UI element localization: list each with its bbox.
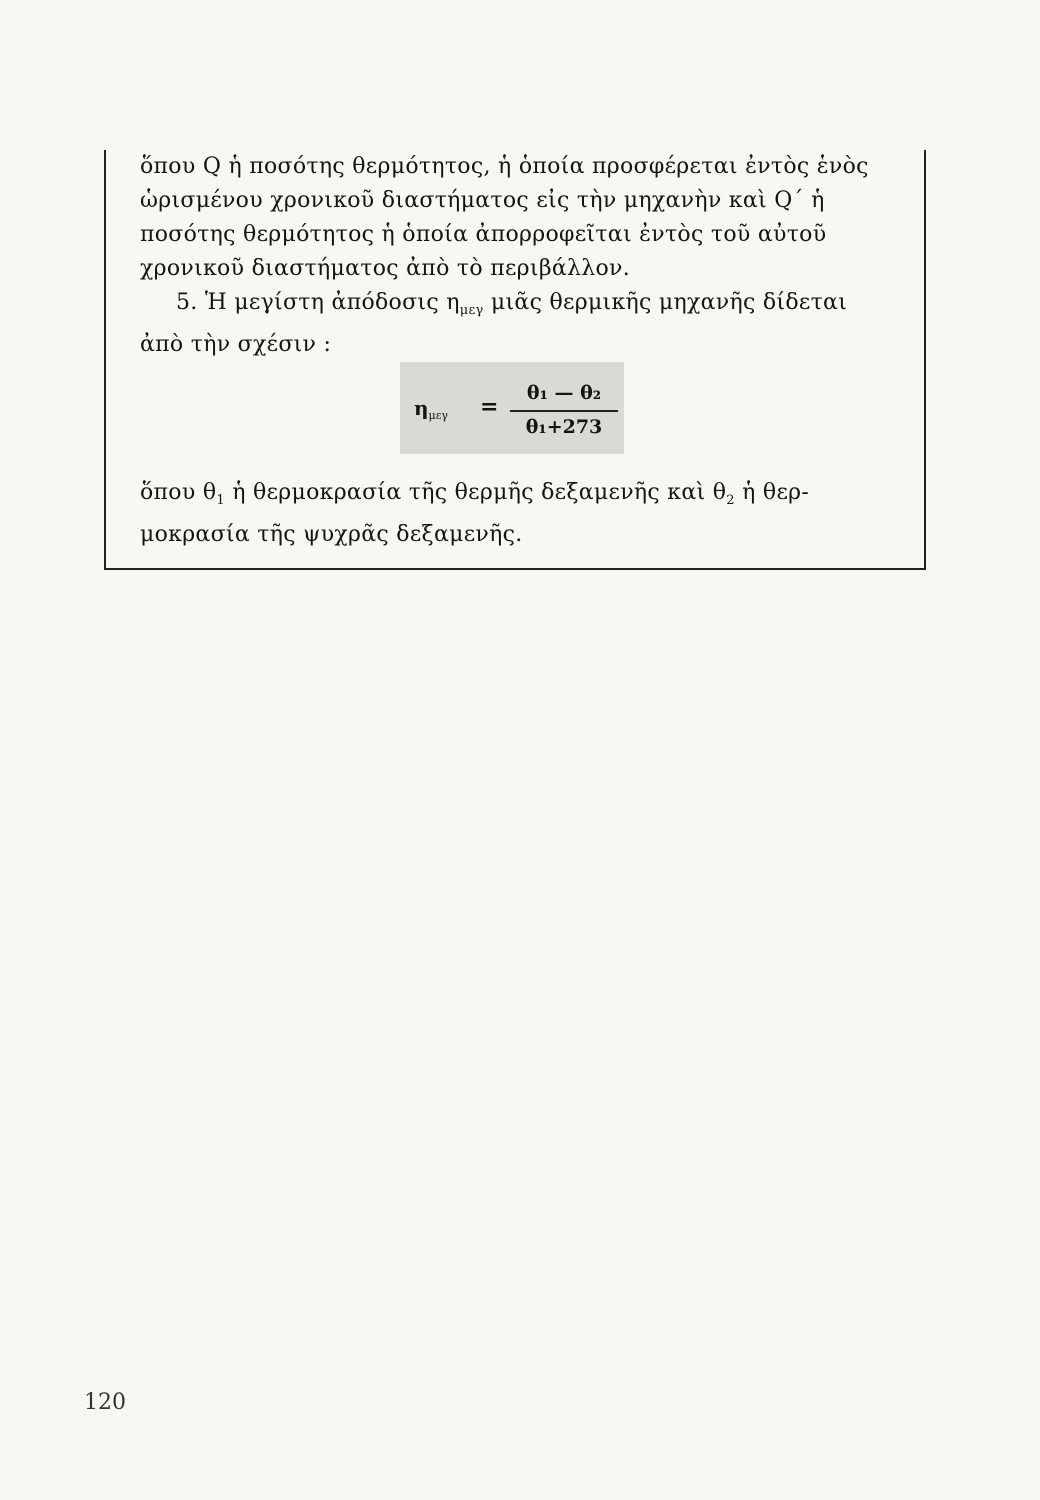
fraction-bar xyxy=(510,410,618,412)
paragraph3-line-1-content xyxy=(140,476,908,518)
formula-lhs-subscript: μεγ xyxy=(428,409,448,422)
formula-lhs xyxy=(414,396,448,422)
formula-image xyxy=(400,362,624,454)
paragraph-temperatures xyxy=(140,476,908,552)
efficiency-formula xyxy=(400,362,624,454)
paragraph2-line-2: ἀπὸ τὴν σχέσιν : xyxy=(140,332,332,357)
paragraph1-line-4 xyxy=(140,252,908,286)
paragraph2-line-1 xyxy=(140,286,908,328)
text-line: χρονικοῦ διαστήματος ἀπὸ τὸ περιβάλλον. xyxy=(140,256,631,281)
page-number: 120 xyxy=(84,1390,126,1415)
text-group xyxy=(140,476,809,518)
subscript: 2 xyxy=(726,493,735,508)
text-line: ὡρισμένου χρονικοῦ διαστήματος εἰς τὴν μηχανὴν καὶ Q΄ ἡ xyxy=(140,188,825,213)
paragraph1-line-2 xyxy=(140,184,908,218)
subscript: 1 xyxy=(216,493,225,508)
text-segment: μιᾶς θερμικῆς μηχανῆς δίδεται xyxy=(483,290,848,315)
text-line: ποσότης θερμότητος ἡ ὁποία ἀπορροφεῖται ἐντὸς τοῦ αὐτοῦ xyxy=(140,222,827,247)
text-segment: 5. Ἡ μεγίστη ἀπόδοσις η xyxy=(176,290,460,315)
paragraph3-line-1 xyxy=(140,476,908,518)
paragraph1-line-1 xyxy=(140,150,908,184)
paragraph-definition xyxy=(140,150,908,286)
text-segment: ἡ θερμοκρασία τῆς θερμῆς δεξαμενῆς καὶ θ xyxy=(224,480,727,505)
formula-eta: η xyxy=(414,396,429,420)
text-segment: ὅπου θ xyxy=(140,480,217,505)
formula-denominator: θ₁+273 xyxy=(525,416,603,438)
boxed-section xyxy=(104,150,926,570)
paragraph3-line-2: μοκρασία τῆς ψυχρᾶς δεξαμενῆς. xyxy=(140,522,523,547)
paragraph-max-efficiency xyxy=(140,286,908,362)
paragraph1-line-3 xyxy=(140,218,908,252)
formula-equals: = xyxy=(480,394,499,420)
formula-numerator: θ₁ — θ₂ xyxy=(526,382,602,404)
text-line: ὅπου Q ἡ ποσότης θερμότητος, ἡ ὁποία προσφέρεται ἐντὸς ἑνὸς xyxy=(140,154,869,179)
text-segment: ἡ θερ- xyxy=(734,480,810,505)
subscript: μεγ xyxy=(459,303,484,318)
